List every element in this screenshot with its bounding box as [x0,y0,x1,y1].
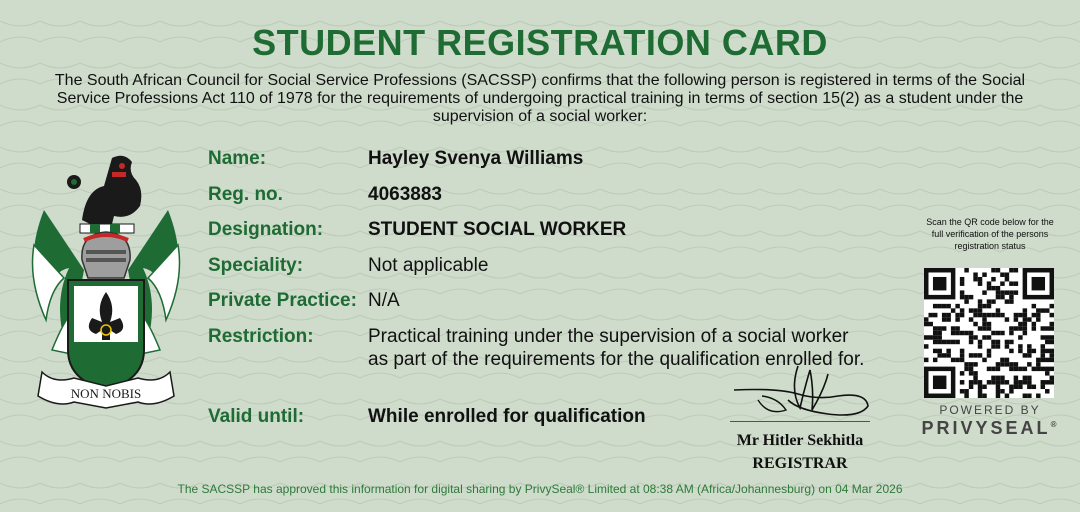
private-practice-value: N/A [368,290,400,311]
valid-until-label: Valid until: [208,406,305,427]
restriction-value-line2: as part of the requirements for the qualification enrolled for. [368,349,865,370]
registrar-signature [728,360,874,426]
registrar-name: Mr Hitler Sekhitla [736,432,864,449]
qr-scan-note: Scan the QR code below for the full verification of the persons registration status [926,217,1054,251]
powered-by-text: POWERED BY [939,403,1041,417]
speciality-label: Speciality: [208,255,304,276]
registrar-title: REGISTRAR [752,455,848,472]
valid-until-value: While enrolled for qualification [368,406,646,427]
intro-text: The South African Council for Social Service Professions (SACSSP) confirms that the following person is registered in terms of the Social Service Professions Act 110 of 1978 for the requirements of undergoing practical training in terms of section 15(2) as a student under the supervision of a social worker: [54,72,1026,125]
footer-disclaimer: The SACSSP has approved this information for digital sharing by PrivySeal® Limited at 08:38 AM (Africa/Johannesburg) on 04 Mar 2026 [177,482,903,496]
reg-no-label: Reg. no. [208,184,283,205]
restriction-value-line1: Practical training under the supervision of a social worker [368,326,849,347]
card-title: STUDENT REGISTRATION CARD [252,22,828,63]
crest-motto: NON NOBIS [70,386,142,401]
private-practice-label: Private Practice: [208,290,357,311]
designation-label: Designation: [208,219,324,240]
designation-value: STUDENT SOCIAL WORKER [368,219,627,240]
verification-qr-code[interactable] [924,268,1054,398]
sacssp-crest-logo [24,150,188,410]
reg-no-value: 4063883 [368,184,442,205]
signature-line [730,421,870,422]
name-value: Hayley Svenya Williams [368,148,584,169]
restriction-label: Restriction: [208,326,314,347]
privyseal-registered-mark: ® [1050,420,1060,429]
privyseal-logo [918,418,1063,439]
privyseal-brand: PRIVYSEAL [921,418,1051,438]
name-label: Name: [208,148,267,169]
speciality-value: Not applicable [368,255,489,276]
